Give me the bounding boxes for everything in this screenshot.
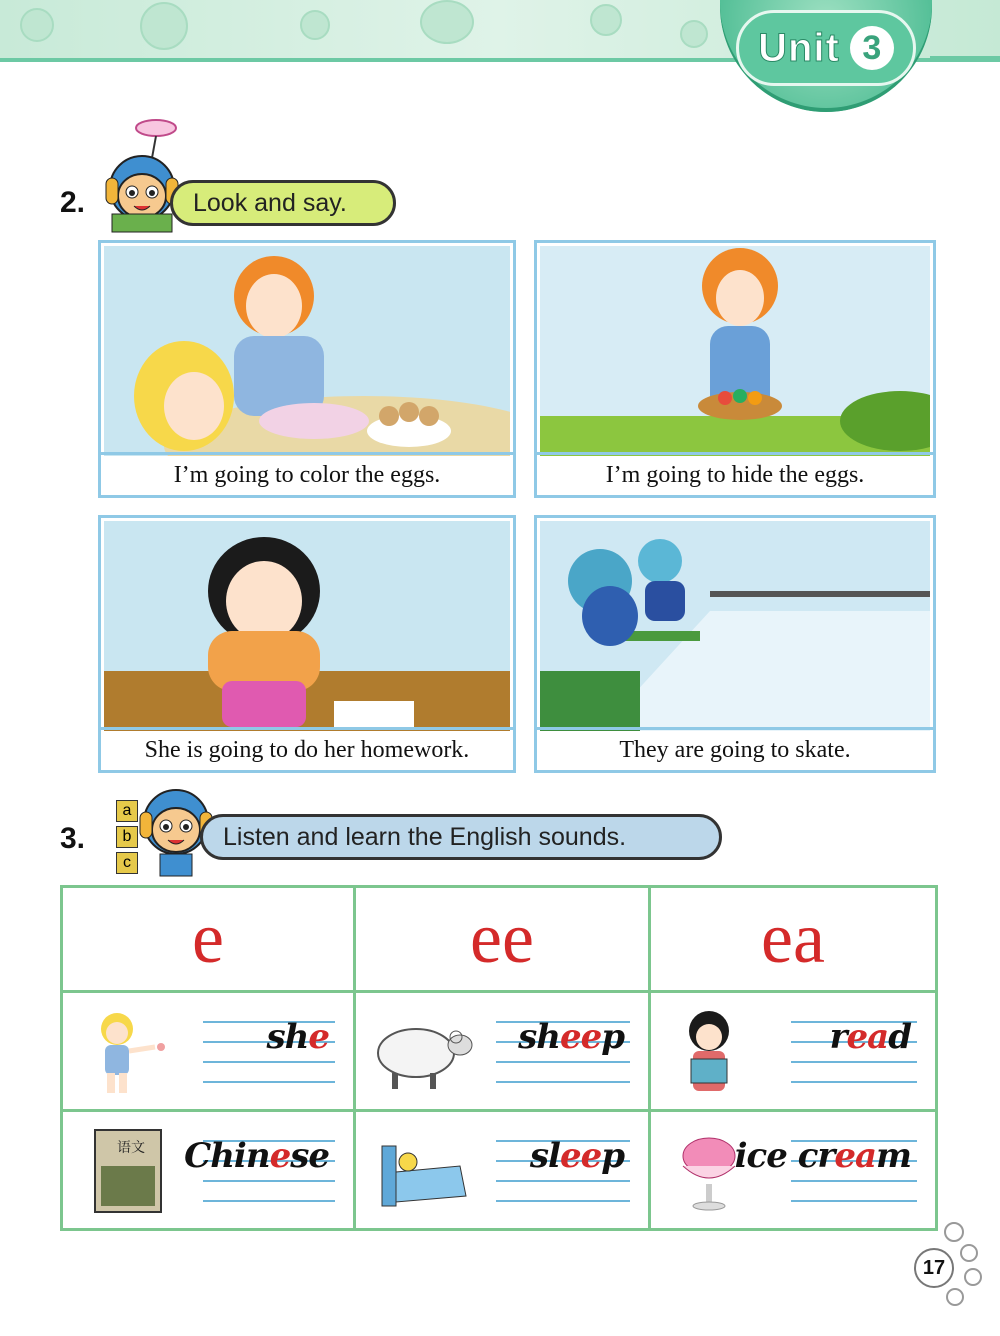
panel-caption: They are going to skate. [537, 727, 933, 770]
scene-illustration [104, 521, 510, 731]
header-line [930, 56, 1000, 60]
picture-panel [98, 515, 516, 773]
phonics-header: e [62, 887, 355, 992]
phonics-header: ee [355, 887, 650, 992]
word-cell [650, 991, 937, 1110]
table-row [62, 991, 937, 1110]
vocab-word: ice cream [734, 1135, 911, 1176]
section-number: 3. [60, 822, 86, 855]
letter-block-c: c [116, 852, 138, 874]
letter-block-b: b [116, 826, 138, 848]
letter-block-a: a [116, 800, 138, 822]
panel-caption: I’m going to color the eggs. [101, 452, 513, 495]
picture-panel [534, 240, 936, 498]
girl-doing-homework-illustration [104, 521, 510, 731]
kids-skating-illustration [540, 521, 930, 731]
girl-hiding-eggs-illustration [540, 246, 930, 456]
scene-illustration [540, 521, 930, 731]
scene-illustration [540, 246, 930, 456]
scene-illustration [104, 246, 510, 456]
instruction-text: Listen and learn the English sounds. [223, 822, 627, 851]
word-cell [650, 1110, 937, 1229]
table-header-row [62, 887, 937, 992]
vocab-word: read [829, 1016, 911, 1057]
word-cell [355, 1110, 650, 1229]
instruction-pill [200, 814, 722, 860]
ring-decoration [964, 1268, 982, 1286]
bubble-decoration [420, 0, 474, 44]
bubble-decoration [20, 8, 54, 42]
sounds-table [60, 885, 938, 1231]
bubble-decoration [300, 10, 330, 40]
girl-pointing-icon [81, 1007, 181, 1097]
panel-caption: I’m going to hide the eggs. [537, 452, 933, 495]
instruction-pill [170, 180, 396, 226]
vocab-word: Chinese [184, 1135, 329, 1176]
chinese-book-icon [81, 1126, 181, 1216]
vocab-word: sheep [518, 1016, 624, 1057]
page-number: 17 [914, 1248, 954, 1288]
unit-badge [720, 0, 932, 112]
sheep-icon [374, 1007, 474, 1097]
bed-icon [374, 1126, 474, 1216]
unit-number: 3 [850, 26, 894, 70]
phonics-header: ea [650, 887, 937, 992]
girl-reading-icon [669, 1007, 769, 1097]
picture-panel [534, 515, 936, 773]
ring-decoration [946, 1288, 964, 1306]
vocab-word: sleep [529, 1135, 624, 1176]
word-cell [62, 1110, 355, 1229]
table-row [62, 1110, 937, 1229]
book-label: 语文 [117, 1139, 145, 1156]
word-cell [355, 991, 650, 1110]
panel-caption: She is going to do her homework. [101, 727, 513, 770]
word-cell [62, 991, 355, 1110]
instruction-text: Look and say. [193, 188, 347, 217]
bubble-decoration [680, 20, 708, 48]
unit-label: Unit [758, 25, 840, 70]
section-number: 2. [60, 186, 86, 219]
ring-decoration [960, 1244, 978, 1262]
bubble-decoration [140, 2, 188, 50]
girls-coloring-eggs-illustration [104, 246, 510, 456]
ring-decoration [944, 1222, 964, 1242]
picture-panel [98, 240, 516, 498]
bubble-decoration [590, 4, 622, 36]
vocab-word: she [266, 1016, 329, 1057]
